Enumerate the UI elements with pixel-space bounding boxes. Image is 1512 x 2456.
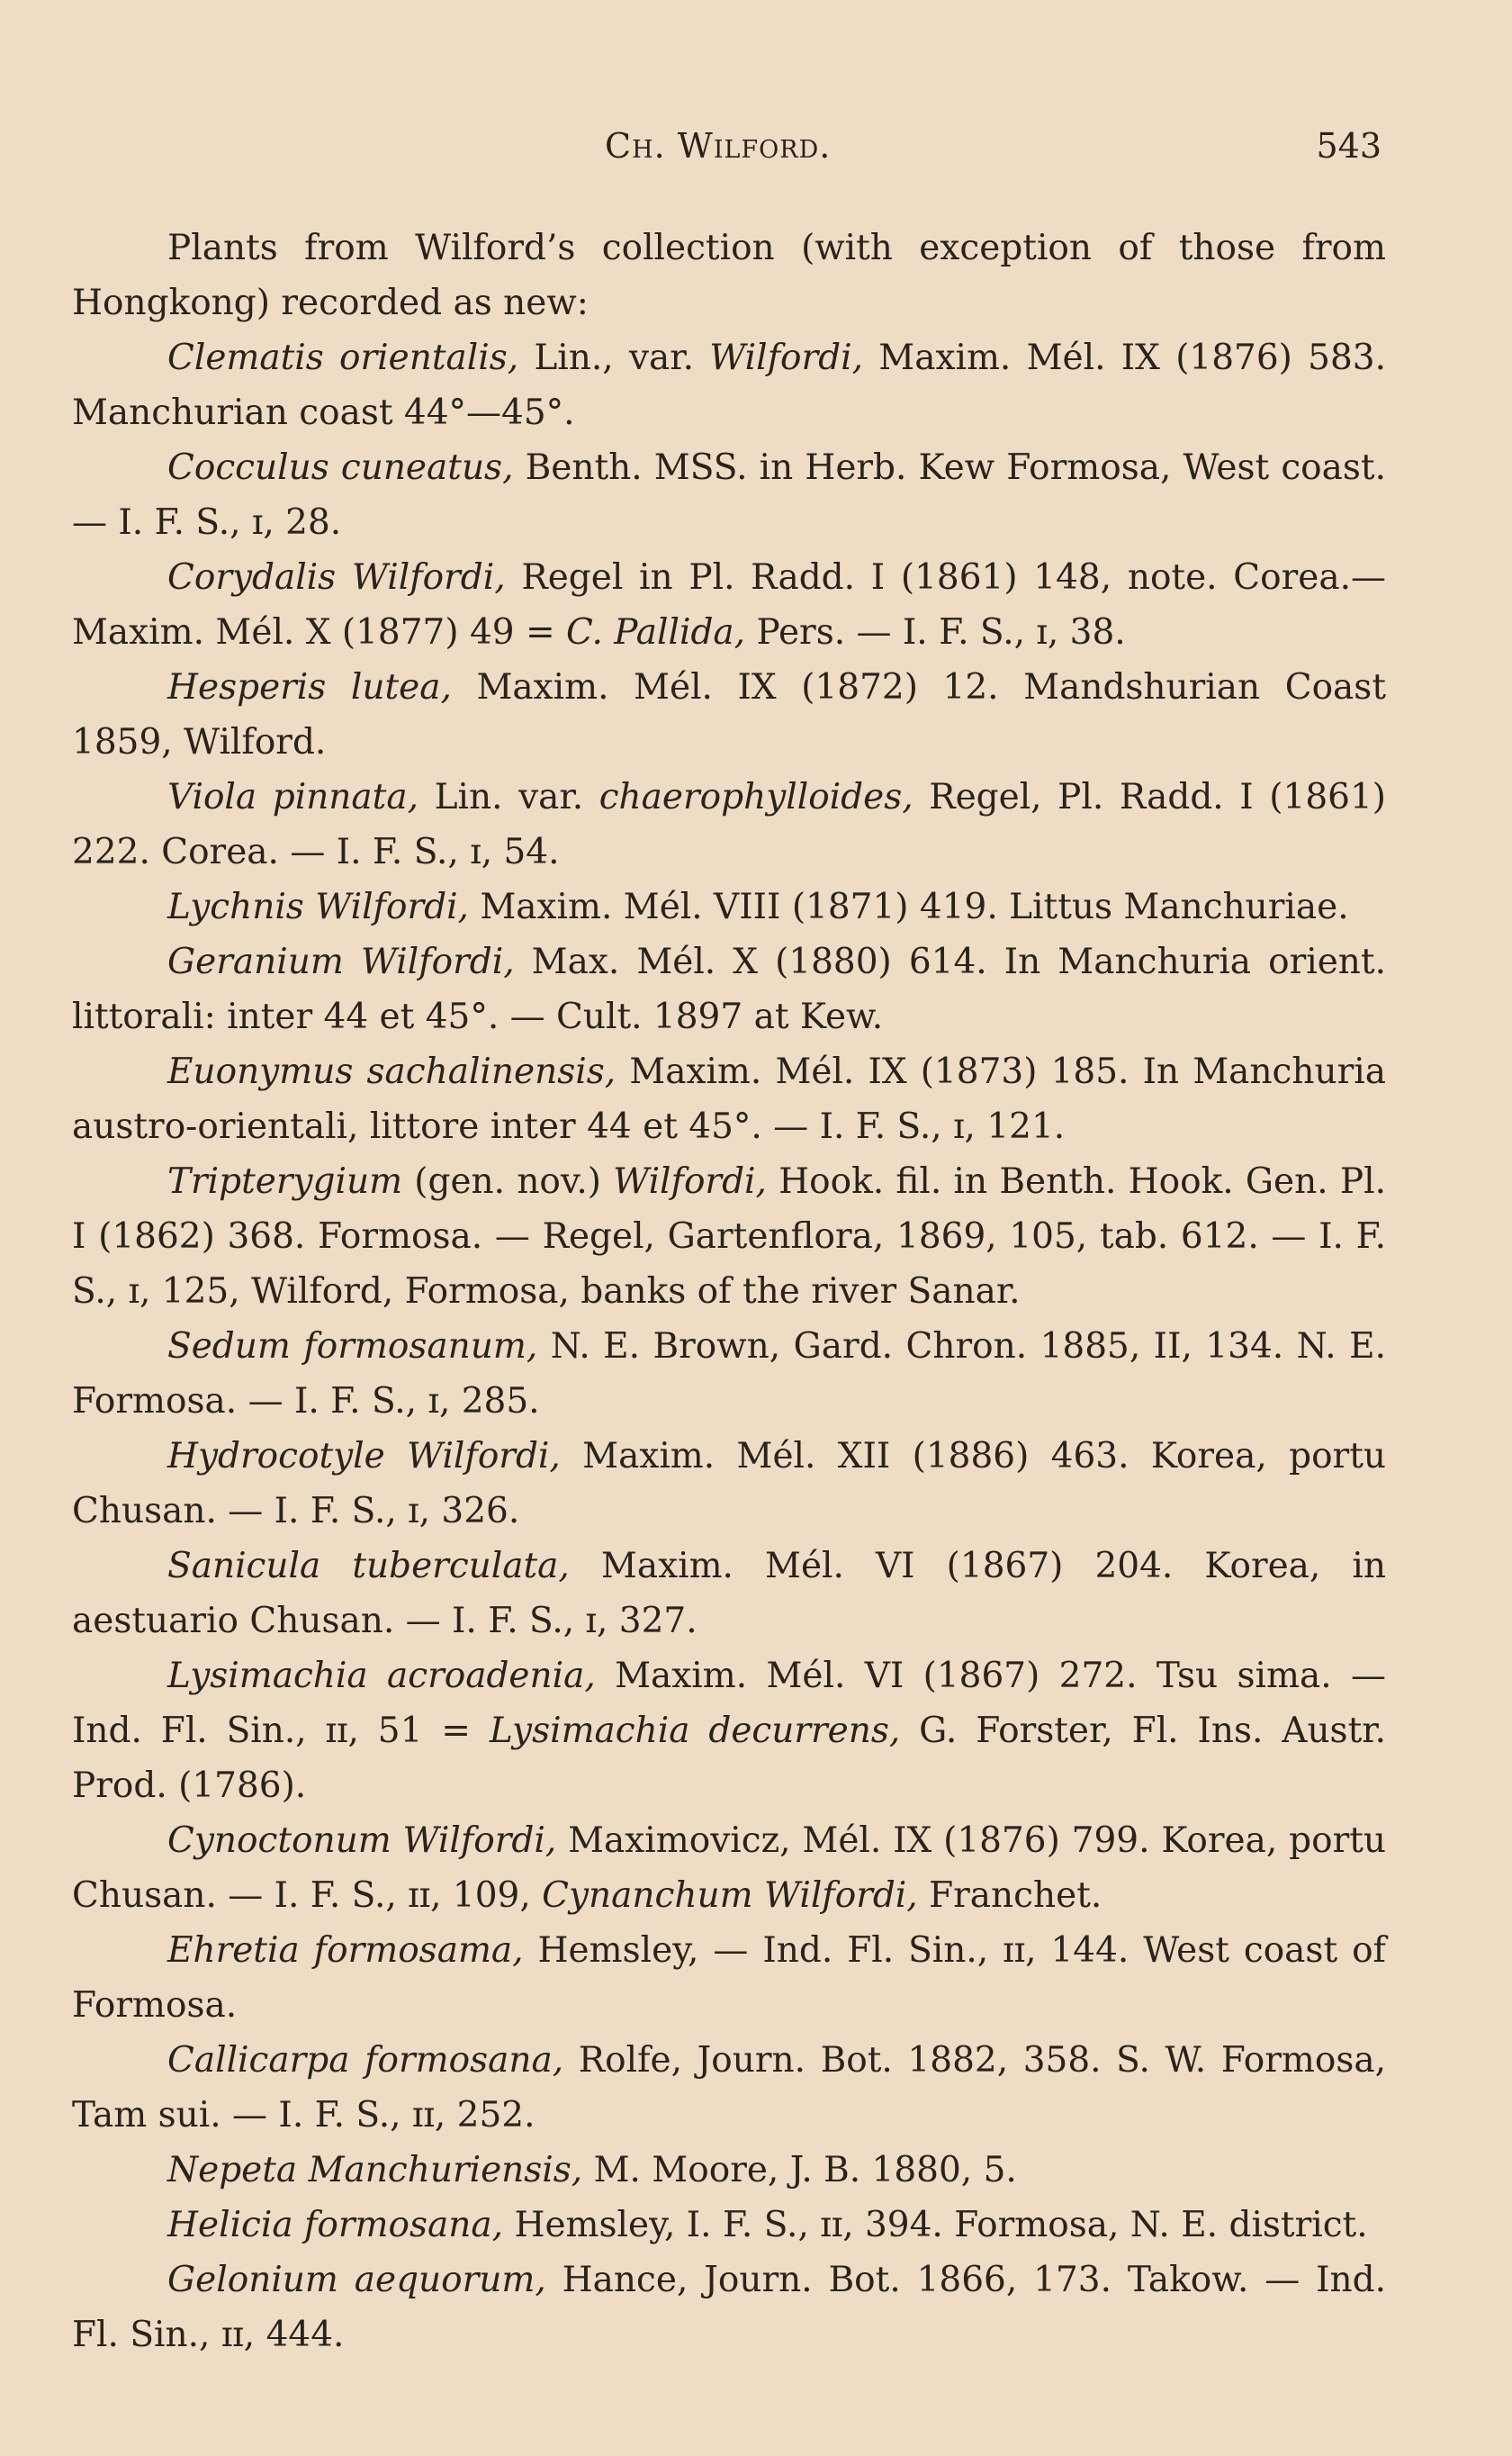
species-name: Corydalis Wilfordi, bbox=[167, 557, 506, 598]
species-name: Cynoctonum Wilfordi, bbox=[167, 1820, 557, 1861]
species-entry bbox=[72, 1648, 1386, 1813]
species-entry bbox=[72, 1319, 1386, 1429]
species-entry bbox=[72, 1044, 1386, 1154]
secondary-name: Wilfordi, bbox=[613, 1161, 767, 1202]
species-entry bbox=[72, 440, 1386, 550]
species-name: Lysimachia acroadenia, bbox=[167, 1656, 596, 1696]
entry-citation: N. E. Brown, Gard. Chron. 1885, II, 134. N. E. Formosa. — I. F. S., ɪ, 285. bbox=[72, 1326, 1386, 1422]
entry-citation-continued: Maxim. Mél. IX (1876) 583. Manchurian coast 44°—45°. bbox=[72, 338, 1386, 433]
entry-citation: Lin., var. bbox=[518, 338, 710, 378]
species-name: Nepeta Manchuriensis, bbox=[167, 2150, 583, 2190]
entry-citation: Regel in Pl. Radd. I (1861) 148, note. Corea.— Maxim. Mél. X (1877) 49 = bbox=[72, 557, 1386, 653]
species-list bbox=[72, 330, 1386, 2362]
species-entry bbox=[72, 2253, 1386, 2362]
species-name: Euonymus sachalinensis, bbox=[167, 1052, 616, 1092]
entry-citation: Maxim. Mél. XII (1886) 463. Korea, portu Chusan. — I. F. S., ɪ, 326. bbox=[72, 1436, 1386, 1531]
entry-citation: Maxim. Mél. IX (1873) 185. In Manchuria austro-orientali, littore inter 44 et 45°. — I. F. S., ɪ, 121. bbox=[72, 1052, 1387, 1147]
species-entry bbox=[72, 330, 1386, 440]
species-entry bbox=[72, 1923, 1386, 2033]
species-entry bbox=[72, 2143, 1386, 2198]
species-name: Hydrocotyle Wilfordi, bbox=[167, 1436, 561, 1476]
species-name: Callicarpa formosana, bbox=[167, 2040, 564, 2081]
species-entry bbox=[72, 2033, 1386, 2143]
species-name: Geranium Wilfordi, bbox=[167, 942, 515, 982]
entry-citation-continued: Regel, Pl. Radd. I (1861) 222. Corea. — I. F. S., ɪ, 54. bbox=[72, 777, 1386, 872]
entry-citation: Benth. MSS. in Herb. Kew Formosa, West coast.— I. F. S., ɪ, 28. bbox=[72, 447, 1386, 543]
secondary-name: Cynanchum Wilfordi, bbox=[542, 1875, 918, 1916]
intro-paragraph: Plants from Wilford’s collection (with exception of those from Hongkong) recorded as new: bbox=[72, 228, 1386, 323]
species-name: Helicia formosana, bbox=[167, 2205, 504, 2245]
entry-citation: Hemsley, — Ind. Fl. Sin., ɪɪ, 144. West coast of Formosa. bbox=[72, 1930, 1386, 2026]
species-entry bbox=[72, 1429, 1386, 1539]
species-name: Hesperis lutea, bbox=[167, 667, 452, 708]
entry-citation: Maxim. Mél. VI (1867) 204. Korea, in aestuario Chusan. — I. F. S., ɪ, 327. bbox=[72, 1546, 1387, 1641]
entry-citation: Hance, Journ. Bot. 1866, 173. Takow. — Ind. Fl. Sin., ɪɪ, 444. bbox=[72, 2260, 1386, 2355]
species-entry bbox=[72, 1813, 1386, 1923]
entry-citation-continued: Franchet. bbox=[917, 1875, 1102, 1916]
species-entry bbox=[72, 880, 1386, 935]
secondary-name: Lysimachia decurrens, bbox=[489, 1711, 901, 1751]
entry-citation-continued: Hook. fil. in Benth. Hook. Gen. Pl. I (1862) 368. Formosa. — Regel, Gartenflora, 1869, 105, tab. 612. — I. F. S., ɪ, 125, Wilford, Formosa, banks of the river Sanar. bbox=[72, 1161, 1386, 1312]
species-name: Gelonium aequorum, bbox=[167, 2260, 546, 2300]
species-name: Clematis orientalis, bbox=[167, 338, 519, 378]
entry-citation: Maxim. Mél. VI (1867) 272. Tsu sima. — Ind. Fl. Sin., ɪɪ, 51 = bbox=[72, 1656, 1386, 1751]
species-entry bbox=[72, 660, 1386, 770]
species-name: Cocculus cuneatus, bbox=[167, 447, 514, 488]
species-name: Ehretia formosama, bbox=[167, 1930, 524, 1971]
species-name: Sedum formosanum, bbox=[167, 1326, 538, 1367]
entry-citation-continued: Pers. — I. F. S., ɪ, 38. bbox=[745, 612, 1126, 653]
entry-citation: Maxim. Mél. VIII (1871) 419. Littus Manchuriae. bbox=[468, 887, 1349, 927]
entry-citation: Hemsley, I. F. S., ɪɪ, 394. Formosa, N. E. district. bbox=[503, 2205, 1368, 2245]
entry-citation: Rolfe, Journ. Bot. 1882, 358. S. W. Formosa, Tam sui. — I. F. S., ɪɪ, 252. bbox=[72, 2040, 1386, 2135]
secondary-name: chaerophylloides, bbox=[598, 777, 914, 817]
page-body bbox=[72, 221, 1386, 2362]
entry-citation-continued: G. Forster, Fl. Ins. Austr. Prod. (1786). bbox=[72, 1711, 1386, 1806]
page-number: 543 bbox=[1316, 126, 1382, 166]
running-title: Ch. Wilford. bbox=[605, 126, 832, 166]
entry-citation: Max. Mél. X (1880) 614. In Manchuria orient. littorali: inter 44 et 45°. — Cult. 1897 at Kew. bbox=[72, 942, 1386, 1037]
species-entry bbox=[72, 935, 1386, 1044]
species-name: Lychnis Wilfordi, bbox=[167, 887, 469, 927]
entry-citation: Maxim. Mél. IX (1872) 12. Mandshurian Coast 1859, Wilford. bbox=[72, 667, 1386, 763]
species-entry bbox=[72, 1539, 1386, 1648]
species-name: Sanicula tuberculata, bbox=[167, 1546, 570, 1586]
entry-citation: Lin. var. bbox=[418, 777, 599, 817]
species-entry bbox=[72, 770, 1386, 880]
secondary-name: Wilfordi, bbox=[709, 338, 864, 378]
species-name: Viola pinnata, bbox=[167, 777, 418, 817]
species-entry bbox=[72, 2198, 1386, 2253]
secondary-name: C. Pallida, bbox=[566, 612, 746, 653]
species-entry bbox=[72, 1154, 1386, 1319]
running-head bbox=[0, 126, 1512, 180]
entry-citation: Maximovicz, Mél. IX (1876) 799. Korea, portu Chusan. — I. F. S., ɪɪ, 109, bbox=[72, 1820, 1387, 1916]
entry-citation: M. Moore, J. B. 1880, 5. bbox=[582, 2150, 1017, 2190]
species-entry bbox=[72, 550, 1386, 660]
entry-citation: (gen. nov.) bbox=[402, 1161, 614, 1202]
species-name: Tripterygium bbox=[167, 1161, 403, 1202]
